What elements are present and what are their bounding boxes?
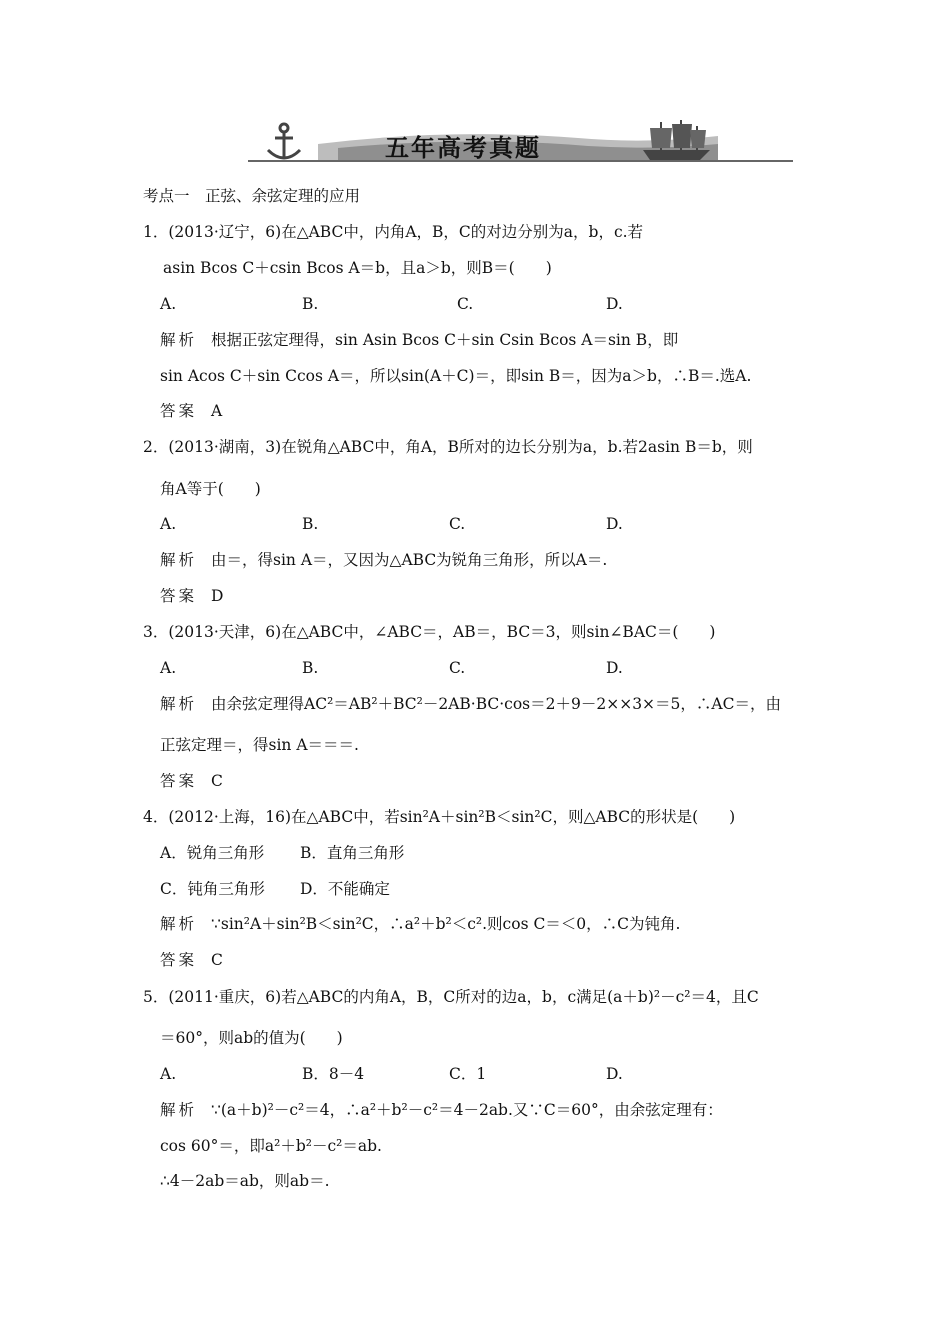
q4-option-b: B．直角三角形 xyxy=(300,844,405,862)
page-title: 五年高考真题 xyxy=(385,134,541,162)
answer-label: 答案 xyxy=(160,951,198,969)
q2-option-b: B. xyxy=(302,515,319,533)
q3-analysis-1 xyxy=(160,694,781,714)
q3-analysis-text-1: 由余弦定理得AC²＝AB²＋BC²－2AB·BC·cos＝2＋9－2××3×＝5，∴AC＝，由 xyxy=(211,695,781,713)
question-4-stem: 4．(2012·上海，16)在△ABC中，若sin²A＋sin²B＜sin²C，则△ABC的形状是( ) xyxy=(143,808,736,826)
q4-option-c: C．钝角三角形 xyxy=(160,880,265,898)
analysis-label: 解析 xyxy=(160,1101,198,1119)
q3-answer-value: C xyxy=(211,772,223,790)
analysis-label: 解析 xyxy=(160,331,198,349)
q4-analysis-text-1: ∵sin²A＋sin²B＜sin²C，∴a²＋b²＜c².则cos C＝＜0，∴C为钝角. xyxy=(211,915,681,933)
analysis-label: 解析 xyxy=(160,915,198,933)
question-1-stem: 1．(2013·辽宁，6)在△ABC中，内角A，B，C的对边分别为a，b，c.若 xyxy=(143,223,644,241)
q4-answer-value: C xyxy=(211,951,223,969)
question-1-stem-cont: asin Bcos C＋csin Bcos A＝b，且a＞b，则B＝( ) xyxy=(163,259,552,277)
question-5-stem: 5．(2011·重庆，6)若△ABC的内角A，B，C所对的边a，b，c满足(a＋b)²－c²＝4，且C xyxy=(143,988,759,1006)
q3-answer xyxy=(160,771,223,791)
q5-option-b: B．8－4 xyxy=(302,1065,365,1083)
q5-analysis-3: ∴4－2ab＝ab，则ab＝. xyxy=(160,1172,330,1190)
q1-option-d: D. xyxy=(606,295,623,313)
q2-answer-value: D xyxy=(211,587,224,605)
analysis-label: 解析 xyxy=(160,695,198,713)
q1-answer-value: A xyxy=(211,402,223,420)
q5-option-d: D. xyxy=(606,1065,623,1083)
q2-analysis-1 xyxy=(160,550,607,570)
answer-label: 答案 xyxy=(160,772,198,790)
section-heading: 考点一 正弦、余弦定理的应用 xyxy=(143,187,361,205)
q1-answer xyxy=(160,401,222,421)
q2-analysis-text-1: 由＝，得sin A＝，又因为△ABC为锐角三角形，所以A＝. xyxy=(211,551,608,569)
q1-analysis-text-1: 根据正弦定理得，sin Asin Bcos C＋sin Csin Bcos A＝sin B，即 xyxy=(211,331,679,349)
q1-option-c: C. xyxy=(457,295,474,313)
q3-option-c: C. xyxy=(449,659,466,677)
q2-answer xyxy=(160,586,223,606)
answer-label: 答案 xyxy=(160,402,198,420)
q4-answer xyxy=(160,950,223,970)
q2-option-d: D. xyxy=(606,515,623,533)
q5-option-c: C．1 xyxy=(449,1065,487,1083)
q1-option-b: B. xyxy=(302,295,319,313)
q4-analysis-1 xyxy=(160,914,680,934)
question-2-stem: 2．(2013·湖南，3)在锐角△ABC中，角A，B所对的边长分别为a，b.若2asin B＝b，则 xyxy=(143,438,753,456)
q4-option-a: A．锐角三角形 xyxy=(160,844,265,862)
q3-analysis-2: 正弦定理＝，得sin A＝＝＝. xyxy=(160,736,359,754)
question-3-stem: 3．(2013·天津，6)在△ABC中，∠ABC＝，AB＝，BC＝3，则sin∠BAC＝( ) xyxy=(143,623,716,641)
analysis-label: 解析 xyxy=(160,551,198,569)
q3-option-a: A. xyxy=(160,659,177,677)
question-5-stem-cont: ＝60°，则ab的值为( ) xyxy=(160,1029,343,1047)
question-2-stem-cont: 角A等于( ) xyxy=(160,480,261,498)
q5-option-a: A. xyxy=(160,1065,177,1083)
q3-option-b: B. xyxy=(302,659,319,677)
q1-option-a: A. xyxy=(160,295,177,313)
q3-option-d: D. xyxy=(606,659,623,677)
q2-option-a: A. xyxy=(160,515,177,533)
anchor-icon xyxy=(268,124,300,158)
ship-icon xyxy=(643,120,710,160)
q1-analysis-1 xyxy=(160,330,678,350)
q5-analysis-text-1: ∵(a＋b)²－c²＝4，∴a²＋b²－c²＝4－2ab.又∵C＝60°，由余弦定理有： xyxy=(211,1101,723,1119)
answer-label: 答案 xyxy=(160,587,198,605)
q5-analysis-1 xyxy=(160,1100,723,1120)
q2-option-c: C. xyxy=(449,515,466,533)
q1-analysis-2: sin Acos C＋sin Ccos A＝，所以sin(A＋C)＝，即sin B＝，因为a＞b，∴B＝.选A. xyxy=(160,367,752,385)
q5-analysis-2: cos 60°＝，即a²＋b²－c²＝ab. xyxy=(160,1137,382,1155)
q4-option-d: D．不能确定 xyxy=(300,880,390,898)
